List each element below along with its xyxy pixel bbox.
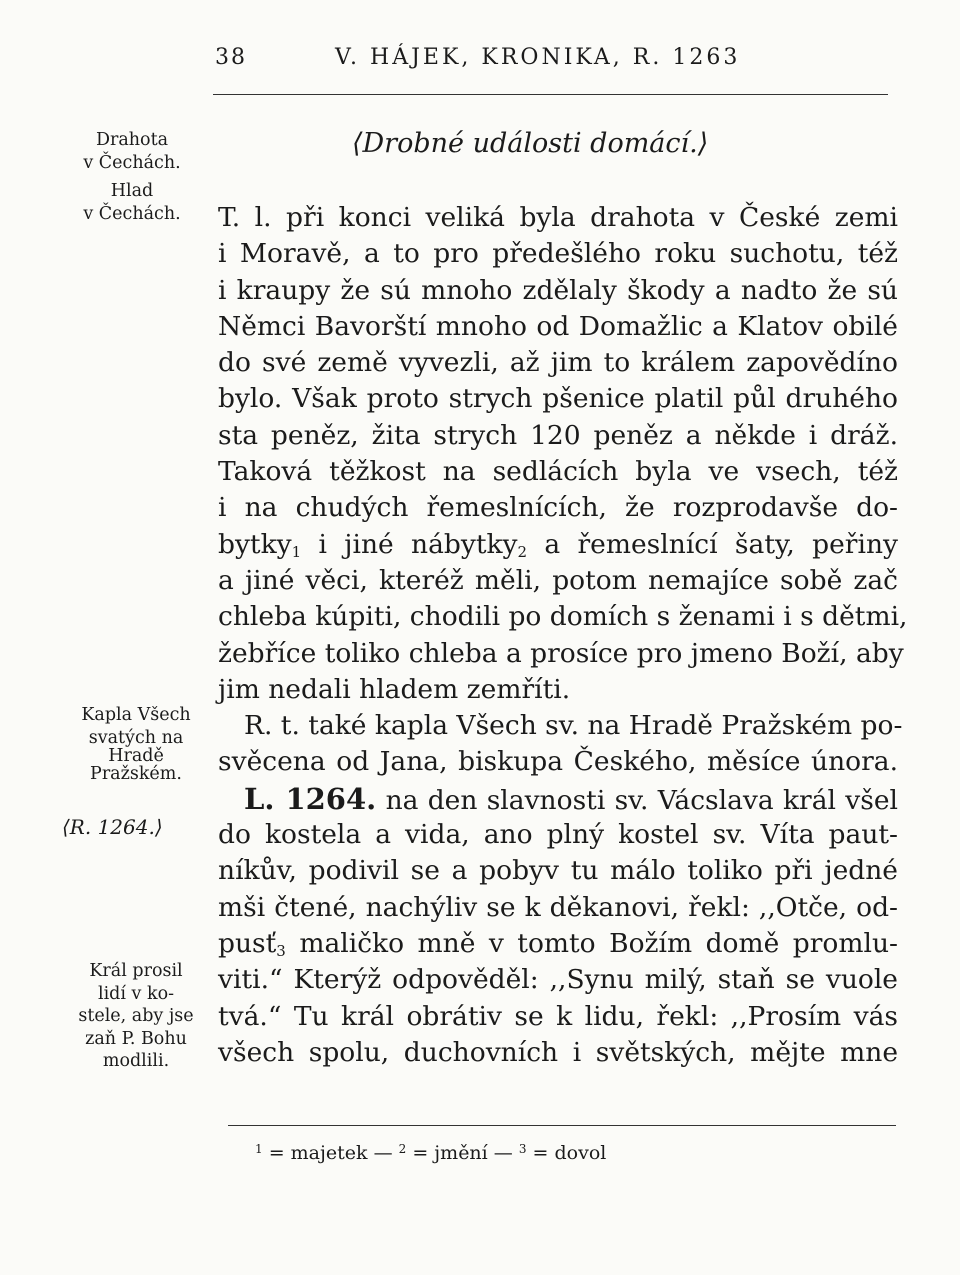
margin-note-line: v Čechách. (83, 203, 181, 224)
note-marker: 1 (291, 542, 302, 561)
margin-note-line: Kapla Všech (81, 705, 191, 725)
body-line: bylo. Však proto strych pšenice platil půl druhého (218, 383, 898, 415)
body-line: tvá.“ Tu král obrátiv se k lidu, řekl: ,,Prosím vás (218, 1000, 898, 1032)
header-rule (213, 94, 888, 95)
margin-note-drahota (56, 129, 208, 174)
footnote-rule (228, 1125, 896, 1126)
body-line: a jiné věci, kteréž měli, potom nemajíce sobě zač (218, 564, 898, 596)
margin-note-line: Pražském. (90, 764, 182, 784)
body-line: viti.“ Kterýž odpověděl: ,,Synu milý, staň se vuole (218, 964, 898, 996)
footnote-text: dovol (554, 1142, 607, 1164)
body-line: jim nedali hladem zemříti. (218, 673, 571, 705)
note-marker: 2 (517, 542, 528, 561)
body-text (218, 200, 908, 1071)
margin-note-line: v Čechách. (83, 152, 181, 173)
body-line: i Moravě, a to pro předešlého roku suchotu, též (218, 238, 898, 270)
body-line: svěcena od Jana, biskupa Českého, měsíce února. (218, 746, 898, 778)
footnote-text: jmění (434, 1142, 488, 1164)
body-line: Taková těžkost na sedlácích byla ve vsech, též (218, 456, 898, 488)
body-line: žebříce toliko chleba a prosíce pro jmeno Boží, aby (218, 637, 904, 669)
margin-note-line: Hlad (110, 181, 154, 201)
year-heading: L. 1264. (244, 781, 377, 816)
section-heading: ⟨Drobné události domácí.⟩ (352, 128, 709, 159)
footnote-text: majetek (290, 1142, 368, 1164)
body-line: R. t. také kapla Všech sv. na Hradě Pražském po- (244, 710, 903, 742)
footnotes: $^1$ = majetek — $^2$ = jmění — $^3$ = dovol (255, 1142, 607, 1164)
margin-note-line: Hradě (108, 746, 164, 766)
body-line: mši čtené, nachýliv se k děkanovi, řekl: ,,Otče, od- (218, 891, 898, 923)
body-line: bytky$_1$ i jiné nábytky$_2$ a řemeslnící šaty, peřiny (218, 528, 898, 561)
page-number: 38 (215, 45, 247, 70)
footnote-marker: 2 (398, 1142, 407, 1156)
body-line: chleba kúpiti, chodili po domích s ženami i s dětmi, (218, 601, 908, 633)
margin-note-kapla (60, 704, 212, 786)
margin-note-line: svatých na (88, 727, 184, 748)
margin-note-line: Král prosil (89, 961, 183, 981)
body-line: L. 1264. na den slavnosti sv. Vácslava král všel (244, 781, 898, 816)
margin-note-hlad (56, 180, 208, 225)
body-line: sta peněz, žita strych 120 peněz a někde i dráž. (218, 419, 898, 451)
margin-note-line: lidí v ko- (97, 983, 175, 1004)
body-line: T. l. při konci veliká byla drahota v České zemi (218, 202, 898, 233)
footnote-marker: 3 (518, 1142, 527, 1156)
margin-note-line: zaň P. Bohu (85, 1028, 187, 1049)
running-title: V. HÁJEK, KRONIKA, R. 1263 (335, 45, 741, 70)
body-line: pusť$_3$ maličko mně v tomto Božím domě promlu- (218, 927, 898, 960)
body-line: i na chudých řemeslnících, že rozprodavše do- (218, 492, 898, 524)
margin-note-line: stele, aby jse (78, 1006, 194, 1026)
body-line: níkův, podivil se a pobyv tu málo toliko při jedné (218, 855, 898, 887)
margin-note-kral (60, 960, 212, 1073)
body-line: i kraupy že sú mnoho zdělaly škody a nadto že sú (218, 274, 898, 306)
margin-note-line: modlili. (102, 1051, 170, 1071)
note-marker: 3 (276, 941, 286, 960)
body-line: do kostela a vida, ano plný kostel sv. Víta paut- (218, 819, 898, 851)
margin-note-year: ⟨R. 1264.⟩ (62, 815, 163, 839)
margin-note-line: Drahota (95, 130, 169, 150)
body-line: Němci Bavorští mnoho od Domažlic a Klatov obilé (218, 310, 898, 342)
body-line: do své země vyvezli, až jim to králem zapovědíno (218, 347, 898, 379)
footnote-marker: 1 (255, 1142, 263, 1156)
body-line: všech spolu, duchovních i světských, mějte mne (218, 1036, 898, 1068)
